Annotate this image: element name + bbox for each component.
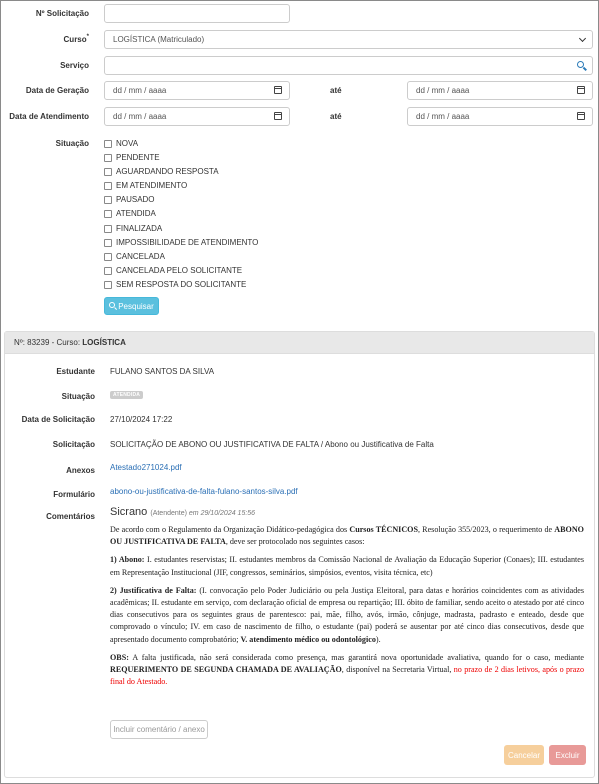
pesquisar-label: Pesquisar: [118, 301, 154, 311]
servico-input[interactable]: [104, 56, 572, 75]
pesquisar-button[interactable]: [104, 297, 159, 315]
checkbox-label: NOVA: [116, 139, 139, 148]
data-geracao-ate-label: até: [330, 86, 342, 95]
data-atendimento-inicio-input[interactable]: [104, 107, 290, 126]
anexo-link[interactable]: Atestado271024.pdf: [110, 463, 182, 472]
situacao-option-atendida[interactable]: [104, 208, 156, 219]
situacao-option-pendente[interactable]: [104, 152, 160, 163]
situacao-option-nova[interactable]: [104, 138, 138, 149]
status-badge: ATENDIDA: [110, 391, 143, 399]
situacao-option-finalizada[interactable]: [104, 223, 162, 234]
calendar-icon[interactable]: [274, 112, 282, 120]
checkbox-label: EM ATENDIMENTO: [116, 181, 188, 190]
checkbox-label: SEM RESPOSTA DO SOLICITANTE: [116, 280, 247, 289]
data-atendimento-ate-label: até: [330, 112, 342, 121]
panel-header-prefix: Nº: 83239 - Curso:: [14, 338, 81, 347]
checkbox[interactable]: [104, 253, 112, 261]
comment-meta: [150, 510, 255, 517]
situacao-detail-label: Situação: [61, 392, 95, 401]
comentarios-label: Comentários: [46, 512, 95, 521]
checkbox[interactable]: [104, 281, 112, 289]
date-placeholder: dd / mm / aaaa: [416, 86, 470, 95]
calendar-icon[interactable]: [577, 86, 585, 94]
checkbox-label: IMPOSSIBILIDADE DE ATENDIMENTO: [116, 238, 259, 247]
date-placeholder: dd / mm / aaaa: [113, 86, 167, 95]
checkbox[interactable]: [104, 196, 112, 204]
comment-author: Sicrano: [110, 506, 148, 518]
situacao-option-em-atendimento[interactable]: [104, 180, 187, 191]
anexos-label: Anexos: [66, 466, 95, 475]
checkbox-label: FINALIZADA: [116, 224, 163, 233]
checkbox[interactable]: [104, 182, 112, 190]
search-icon: [109, 302, 115, 308]
comment-paragraph-1: De acordo com o Regulamento da Organização Didático-pedagógica dos Cursos TÉCNICOS, Resolução 355/2023, o requerimento de ABONO OU JUSTIFICATIVA DE FALTA, deve ser protocolado nos seguintes casos:: [110, 525, 584, 547]
checkbox-label: AGUARDANDO RESPOSTA: [116, 167, 219, 176]
panel-header: [5, 332, 594, 354]
chevron-down-icon: [579, 35, 586, 42]
situacao-option-sem-resposta[interactable]: [104, 279, 246, 290]
checkbox-label: CANCELADA: [116, 252, 165, 261]
data-geracao-label: Data de Geração: [25, 86, 89, 95]
cancelar-button[interactable]: Cancelar: [504, 745, 544, 765]
data-solicitacao-label: Data de Solicitação: [21, 415, 95, 424]
date-placeholder: dd / mm / aaaa: [416, 112, 470, 121]
data-atendimento-label: Data de Atendimento: [9, 112, 89, 121]
servico-search-button[interactable]: [571, 56, 593, 75]
data-solicitacao-value: 27/10/2024 17:22: [110, 415, 173, 424]
checkbox[interactable]: [104, 154, 112, 162]
data-atendimento-fim-input[interactable]: [407, 107, 593, 126]
comment-role: (Atendente): [150, 510, 187, 517]
num-solicitacao-input[interactable]: [104, 4, 290, 23]
checkbox-label: PAUSADO: [116, 195, 155, 204]
incluir-comentario-button[interactable]: Incluir comentário / anexo: [110, 720, 208, 739]
data-geracao-fim-input[interactable]: [407, 81, 593, 100]
situacao-option-cancelada[interactable]: [104, 251, 165, 262]
curso-select[interactable]: [104, 30, 593, 49]
checkbox-label: ATENDIDA: [116, 209, 156, 218]
search-icon: [577, 61, 584, 68]
data-geracao-inicio-input[interactable]: [104, 81, 290, 100]
formulario-link[interactable]: abono-ou-justificativa-de-falta-fulano-santos-silva.pdf: [110, 487, 298, 496]
solicitacao-label: Solicitação: [52, 440, 95, 449]
estudante-value: FULANO SANTOS DA SILVA: [110, 367, 215, 376]
situacao-option-cancelada-solicitante[interactable]: [104, 265, 242, 276]
checkbox[interactable]: [104, 210, 112, 218]
situacao-option-aguardando-resposta[interactable]: [104, 166, 219, 177]
checkbox[interactable]: [104, 239, 112, 247]
comment-date: em 29/10/2024 15:56: [188, 510, 256, 517]
situacao-option-pausado[interactable]: [104, 194, 155, 205]
checkbox[interactable]: [104, 168, 112, 176]
checkbox[interactable]: [104, 140, 112, 148]
curso-selected-value: LOGÍSTICA (Matriculado): [113, 35, 205, 44]
excluir-button[interactable]: Excluir: [549, 745, 586, 765]
checkbox-label: PENDENTE: [116, 153, 160, 162]
formulario-label: Formulário: [53, 490, 95, 499]
servico-label: Serviço: [60, 61, 89, 70]
checkbox[interactable]: [104, 267, 112, 275]
curso-label: Curso*: [63, 34, 89, 44]
date-placeholder: dd / mm / aaaa: [113, 112, 167, 121]
checkbox-label: CANCELADA PELO SOLICITANTE: [116, 266, 243, 275]
checkbox[interactable]: [104, 225, 112, 233]
num-solicitacao-label: Nº Solicitação: [35, 9, 89, 18]
comment-paragraph-4: OBS: A falta justificada, não será considerada como presença, mas garantirá nova oportunidade avaliativa, quando for o caso, mediante REQUERIMENTO DE SEGUNDA CHAMADA DE AVALIAÇÃO, disponível na Secretaria Virtual, no prazo de 2 dias letivos, após o prazo final do Atestado.: [110, 652, 584, 687]
estudante-label: Estudante: [56, 367, 95, 376]
comment-paragraph-2: 1) Abono: I. estudantes reservistas; II. estudantes membros da Comissão Nacional de Avaliação da Educação Superior (Conaes); III. estudantes em Representação Institucional (JIF, congressos, seminários, simpósios, eventos, visita técnica, etc): [110, 555, 584, 577]
calendar-icon[interactable]: [577, 112, 585, 120]
solicitacao-value: SOLICITAÇÃO DE ABONO OU JUSTIFICATIVA DE FALTA / Abono ou Justificativa de Falta: [110, 440, 434, 449]
panel-header-course: LOGÍSTICA: [82, 338, 126, 347]
comment-block: [110, 506, 584, 694]
comment-header: [110, 506, 584, 520]
situacao-option-impossibilidade[interactable]: [104, 237, 258, 248]
calendar-icon[interactable]: [274, 86, 282, 94]
comment-paragraph-3: 2) Justificativa de Falta: (I. convocação pelo Poder Judiciário ou pela Justiça Eleitoral, para datas e horários coincidentes com as atividades acadêmicas; II. estudante em serviço, com declaração oficial de empresa ou repartição; III. óbito de familiar, sendo aceito o atestado por até cinco dias consecutivos para os seguintes graus de parentesco: pai, mãe, filho, avós, irmão, cônjuge, madrasta, padrasto e enteado, desde que comprovado o vínculo; IV. em caso de nascimento de filho, o estudante (pai) poderá se ausentar por até cinco dias consecutivos, desde que apresentado documento comprobatório; V. atendimento médico ou odontológico).: [110, 585, 584, 644]
situacao-label: Situação: [55, 139, 89, 148]
